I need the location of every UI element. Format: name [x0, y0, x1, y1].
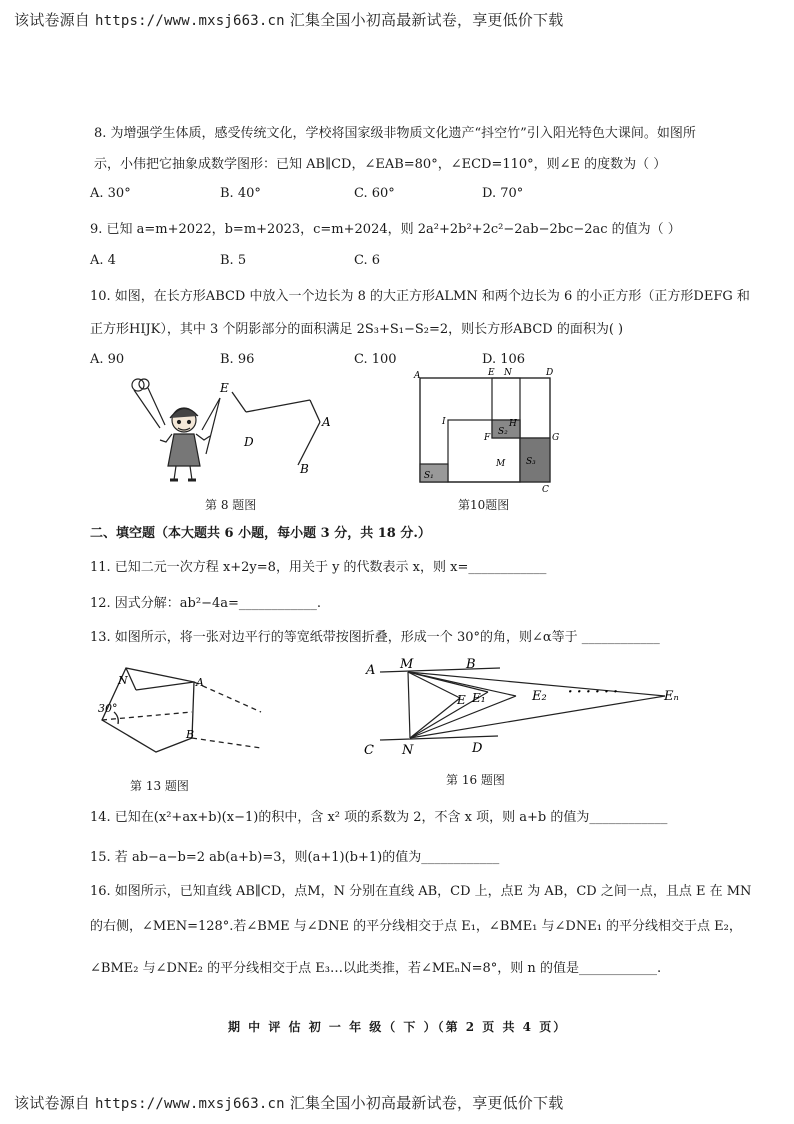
fig10-label-h: H: [509, 419, 517, 429]
q8-option-a: A. 30°: [90, 186, 131, 201]
figure-16: [360, 654, 710, 760]
fig10-label-e: E: [488, 368, 495, 378]
fig16-label-en: Eₙ: [664, 689, 679, 704]
q13-text: 13. 如图所示，将一张对边平行的等宽纸带按图折叠，形成一个 30°的角，则∠α等于 ____________: [90, 630, 660, 645]
q8-option-b: B. 40°: [220, 186, 261, 201]
line-cd: [380, 736, 498, 740]
fig8-label-a: A: [322, 415, 331, 429]
fig16-caption: 第 16 题图: [446, 773, 505, 787]
banner-prefix: 该试卷源自: [14, 1094, 91, 1112]
q16-line1: 16. 如图所示，已知直线 AB∥CD，点M，N 分别在直线 AB，CD 上，点E 为 AB，CD 之间一点，且点 E 在 MN: [90, 884, 752, 899]
page-footer: 期 中 评 估 初 一 年 级（ 下 ）（第 2 页 共 4 页）: [228, 1020, 568, 1034]
banner-url[interactable]: https://www.mxsj663.cn: [94, 13, 285, 29]
q8-line2: 示，小伟把它抽象成数学图形：已知 AB∥CD，∠EAB=80°，∠ECD=110°，则∠E 的度数为（ ）: [94, 157, 667, 172]
figure-13: [96, 660, 276, 770]
q10-line1: 10. 如图，在长方形ABCD 中放入一个边长为 8 的大正方形ALMN 和两个边长为 6 的小正方形（正方形DEFG 和: [90, 289, 750, 304]
fig13-label-a: A: [196, 676, 204, 689]
fig16-label-m: M: [400, 657, 414, 672]
q10-line2: 正方形HIJK），其中 3 个阴影部分的面积满足 2S₃+S₁−S₂=2，则长方形ABCD 的面积为( ): [90, 322, 624, 337]
banner-prefix: 该试卷源自: [14, 11, 91, 29]
fig10-label-m: M: [496, 459, 506, 469]
fig10-label-s2: S₂: [498, 427, 508, 437]
fig16-dots: · · · · · ·: [568, 685, 618, 700]
fig10-label-i: I: [442, 417, 446, 427]
figure-8-geometry: [232, 392, 320, 465]
q9-option-b: B. 5: [220, 253, 247, 268]
q9-option-a: A. 4: [90, 253, 116, 268]
fold-top: [136, 682, 194, 690]
q9-option-c: C. 6: [354, 253, 381, 268]
q11-text: 11. 已知二元一次方程 x+2y=8，用关于 y 的代数表示 x，则 x=____________: [90, 560, 547, 575]
banner-suffix: 汇集全国小初高最新试卷，享更低价下载: [289, 1094, 564, 1112]
q8-option-c: C. 60°: [354, 186, 395, 201]
fig16-label-e: E: [457, 693, 466, 707]
fig10-caption: 第10题图: [458, 498, 510, 512]
segment-n-e: [410, 698, 460, 738]
fig8-label-e: E: [220, 381, 229, 395]
fig13-label-angle: 30°: [98, 702, 118, 715]
q9-line1: 9. 已知 a=m+2022，b=m+2023，c=m+2024，则 2a²+2b²+2c²−2ab−2bc−2ac 的值为（ ）: [90, 222, 681, 237]
fig16-label-c: C: [364, 743, 374, 758]
fig16-label-b: B: [466, 657, 476, 672]
q16-line2: 的右侧，∠MEN=128°.若∠BME 与∠DNE 的平分线相交于点 E₁，∠BME₁ 与∠DNE₁ 的平分线相交于点 E₂，: [90, 919, 742, 934]
fig13-label-b: B: [186, 728, 195, 741]
fig16-label-e2: E₂: [532, 689, 547, 704]
fig16-label-n: N: [402, 743, 414, 758]
dashed-extension-b: [192, 738, 261, 748]
fig13-label-n: N: [118, 674, 128, 687]
fig10-label-n: N: [504, 368, 512, 378]
q8-option-d: D. 70°: [482, 186, 524, 201]
figure-8: [120, 370, 350, 490]
dashed-extension-a: [194, 682, 261, 712]
fig16-label-a: A: [366, 663, 376, 678]
figure-10: [410, 366, 560, 496]
q15-text: 15. 若 ab−a−b=2 ab(a+b)=3，则(a+1)(b+1)的值为____________: [90, 850, 500, 865]
fig8-label-d: D: [244, 435, 254, 449]
q10-option-b: B. 96: [220, 352, 255, 367]
fig10-label-a: A: [414, 371, 421, 381]
fig16-label-e1: E₁: [472, 691, 486, 705]
fig10-label-s1: S₁: [424, 471, 434, 481]
banner-suffix: 汇集全国小初高最新试卷，享更低价下载: [289, 11, 564, 29]
child-playing-diabolo-illustration: [132, 379, 220, 480]
q12-text: 12. 因式分解：ab²−4a=____________.: [90, 596, 322, 611]
fig10-label-s3: S₃: [526, 457, 536, 467]
fig8-caption: 第 8 题图: [205, 498, 257, 512]
banner-url[interactable]: https://www.mxsj663.cn: [94, 1096, 285, 1112]
segment-e-line: [232, 392, 246, 412]
section-2-heading: 二、填空题（本大题共 6 小题，每小题 3 分，共 18 分.）: [90, 526, 431, 541]
line-ab: [380, 668, 500, 672]
segment-m-e1: [408, 672, 488, 692]
fig10-label-f: F: [484, 433, 491, 443]
q14-text: 14. 已知在(x²+ax+b)(x−1)的积中，含 x² 项的系数为 2，不含 x 项，则 a+b 的值为____________: [90, 810, 668, 825]
segment-mn: [408, 672, 410, 738]
segment-to-a: [246, 400, 310, 412]
q10-option-d: D. 106: [482, 352, 526, 367]
q10-option-a: A. 90: [90, 352, 125, 367]
source-banner-top: [14, 9, 563, 30]
fig10-label-g: G: [552, 433, 560, 443]
fig8-label-b: B: [300, 462, 309, 476]
q10-option-c: C. 100: [354, 352, 397, 367]
q16-line3: ∠BME₂ 与∠DNE₂ 的平分线相交于点 E₃…以此类推，若∠MEₙN=8°，则 n 的值是____________.: [90, 961, 662, 976]
fig13-caption: 第 13 题图: [130, 779, 189, 793]
fig16-label-d: D: [472, 741, 483, 756]
fig10-label-d: D: [546, 368, 554, 378]
source-banner-bottom: [14, 1092, 563, 1113]
segment-a-b: [298, 422, 320, 465]
fig10-label-c: C: [542, 485, 549, 495]
q8-line1: 8. 为增强学生体质，感受传统文化，学校将国家级非物质文化遗产“抖空竹”引入阳光特色大课间。如图所: [94, 126, 696, 141]
segment-a: [310, 400, 320, 422]
